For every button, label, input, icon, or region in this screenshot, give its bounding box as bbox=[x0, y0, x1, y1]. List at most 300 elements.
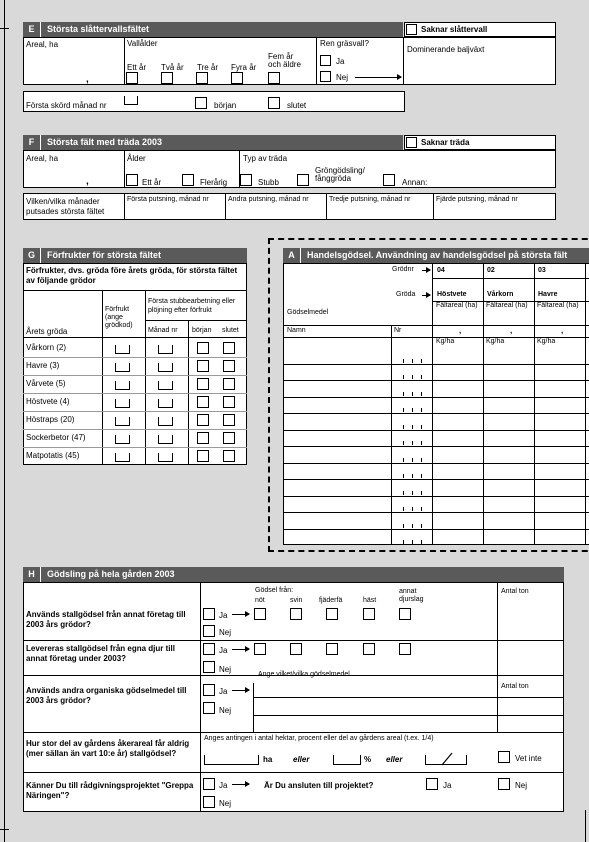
q2-animal-checkbox[interactable] bbox=[254, 643, 266, 655]
nr-input-tick bbox=[403, 540, 404, 544]
section-title: Handelsgödsel. Användning av handelsgödsel på största fält bbox=[307, 250, 568, 260]
input-tick bbox=[129, 381, 130, 389]
grongodsling-checkbox[interactable] bbox=[297, 174, 309, 186]
input-line bbox=[258, 755, 259, 764]
nej-label: Nej bbox=[515, 781, 528, 790]
areal-label: Areal, ha bbox=[26, 154, 59, 163]
divider bbox=[200, 582, 201, 812]
input-tick bbox=[172, 399, 173, 407]
forfrukter-intro: Förfrukter, dvs. gröda före årets gröda, för största fältet av följande grödor bbox=[26, 266, 238, 285]
ja-label: Ja bbox=[219, 646, 228, 655]
manad-input[interactable] bbox=[158, 443, 173, 444]
ja-label: Ja bbox=[219, 611, 228, 620]
input-tick bbox=[115, 363, 116, 371]
forsta-skord-label: Första skörd månad nr bbox=[26, 101, 107, 110]
input-line bbox=[333, 764, 361, 765]
divider bbox=[124, 37, 125, 85]
divider bbox=[326, 193, 327, 220]
input-tick bbox=[129, 345, 130, 353]
vilken-label: Vilken/vilka månader putsades största fältet bbox=[26, 197, 105, 216]
borjan-label: början bbox=[192, 327, 212, 334]
ange-vilket-label: Ange vilket/vilka gödselmedel bbox=[258, 671, 350, 678]
nr-input-tick bbox=[403, 507, 404, 511]
borjan-checkbox[interactable] bbox=[197, 342, 209, 354]
borjan-checkbox[interactable] bbox=[197, 396, 209, 408]
typ-av-trada-label: Typ av träda bbox=[243, 154, 288, 163]
nr-input-tick bbox=[421, 540, 422, 544]
divider bbox=[23, 337, 247, 338]
stubb-label: Stubb bbox=[258, 178, 279, 187]
stubb-checkbox[interactable] bbox=[240, 174, 252, 186]
forfrukt-input[interactable] bbox=[115, 461, 130, 462]
annan-checkbox[interactable] bbox=[383, 174, 395, 186]
slutet-checkbox[interactable] bbox=[223, 396, 235, 408]
crop-label: Matpotatis (45) bbox=[26, 451, 80, 460]
nr-input-tick bbox=[412, 540, 413, 544]
stubbearbetning-label: Första stubbearbetning eller plöjning efter förfrukt bbox=[148, 298, 236, 314]
putsning-label: Fjärde putsning, månad nr bbox=[436, 196, 518, 203]
comma: , bbox=[459, 326, 462, 335]
percent-label: % bbox=[364, 755, 372, 764]
forfrukt-label: Förfrukt (ange grödkod) bbox=[105, 306, 133, 329]
age-label: Fem år och äldre bbox=[268, 52, 301, 69]
input-tick bbox=[115, 381, 116, 389]
nr-label: Nr bbox=[394, 327, 402, 334]
manad-input[interactable] bbox=[158, 407, 173, 408]
nr-input-tick bbox=[412, 375, 413, 379]
nr-input-tick bbox=[412, 491, 413, 495]
age-label: Ett år bbox=[127, 63, 147, 72]
arrow-icon bbox=[232, 649, 249, 650]
q5-ja-checkbox[interactable] bbox=[203, 778, 215, 790]
faltareal-label: Fältareal (ha) bbox=[486, 302, 528, 309]
animal-label: nöt bbox=[255, 597, 265, 604]
forfrukt-input[interactable] bbox=[115, 371, 130, 372]
input-tick bbox=[129, 399, 130, 407]
section-letter: E bbox=[23, 22, 41, 37]
section-title: Förfrukter för största fältet bbox=[47, 250, 162, 260]
section-letter: A bbox=[283, 248, 301, 263]
input-line bbox=[204, 755, 205, 764]
nr-input-tick bbox=[412, 474, 413, 478]
age-label: Två år bbox=[161, 63, 184, 72]
q1-animal-checkbox[interactable] bbox=[363, 608, 375, 620]
nej-label: Nej bbox=[219, 665, 232, 674]
nr-input-tick bbox=[421, 474, 422, 478]
nr-input-tick bbox=[412, 359, 413, 363]
nr-input-tick bbox=[421, 359, 422, 363]
kgha-label: Kg/ha bbox=[486, 338, 505, 345]
godsel-fran-label: Gödsel från: bbox=[255, 587, 294, 594]
nr-input-tick bbox=[421, 375, 422, 379]
kgha-label: Kg/ha bbox=[436, 338, 455, 345]
nr-input-tick bbox=[421, 425, 422, 429]
question-2: Levereras stallgödsel från egna djur till annat företag under 2003? bbox=[26, 644, 175, 663]
q1-animal-checkbox[interactable] bbox=[290, 608, 302, 620]
input-line bbox=[137, 96, 138, 104]
row-divider bbox=[283, 512, 589, 513]
row-divider bbox=[283, 479, 589, 480]
groda-value: Havre bbox=[538, 291, 558, 298]
q2-animal-checkbox[interactable] bbox=[363, 643, 375, 655]
ansluten-ja-checkbox[interactable] bbox=[426, 778, 438, 790]
divider bbox=[483, 263, 484, 545]
arrow-icon bbox=[422, 270, 430, 271]
age-label: Tre år bbox=[197, 63, 219, 72]
q1-animal-checkbox[interactable] bbox=[326, 608, 338, 620]
input-tick bbox=[129, 435, 130, 443]
section-title: Största fält med träda 2003 bbox=[47, 137, 163, 147]
nr-input-tick bbox=[421, 524, 422, 528]
kgha-label: Kg/ha bbox=[537, 338, 556, 345]
input-tick bbox=[172, 453, 173, 461]
divider bbox=[534, 263, 535, 545]
input-tick bbox=[115, 435, 116, 443]
animal-label: fjäderfä bbox=[319, 597, 343, 604]
skord-borjan-checkbox[interactable] bbox=[195, 97, 207, 109]
divider bbox=[23, 732, 564, 733]
section-a-header bbox=[283, 248, 589, 263]
section-letter: G bbox=[23, 248, 41, 263]
forfrukt-input[interactable] bbox=[115, 353, 130, 354]
q1-nej-checkbox[interactable] bbox=[203, 625, 215, 637]
manad-input[interactable] bbox=[158, 425, 173, 426]
input-line bbox=[124, 104, 138, 105]
input-line bbox=[204, 764, 259, 765]
grongodsling-label: Gröngödsling/ fånggröda bbox=[315, 166, 365, 183]
manad-input[interactable] bbox=[158, 353, 173, 354]
skord-slutet-checkbox[interactable] bbox=[268, 97, 280, 109]
ange-antingen-label: Anges antingen i antal hektar, procent eller del av gårdens areal (t.ex. 1/4) bbox=[204, 735, 434, 742]
nej-label: Nej bbox=[219, 706, 232, 715]
crop-label: Havre (3) bbox=[26, 361, 60, 370]
q2-animal-checkbox[interactable] bbox=[326, 643, 338, 655]
q3-ja-checkbox[interactable] bbox=[203, 684, 215, 696]
divider bbox=[432, 278, 589, 279]
slutet-checkbox[interactable] bbox=[223, 342, 235, 354]
input-line bbox=[425, 755, 426, 764]
divider bbox=[283, 325, 589, 326]
age-checkbox[interactable] bbox=[126, 72, 138, 84]
forfrukt-input[interactable] bbox=[115, 407, 130, 408]
saknar-trada-label: Saknar träda bbox=[421, 138, 470, 147]
section-letter: F bbox=[23, 135, 41, 150]
row-divider bbox=[283, 364, 589, 365]
input-tick bbox=[158, 363, 159, 371]
animal-label: häst bbox=[363, 597, 377, 604]
slutet-label: slutet bbox=[222, 327, 239, 334]
input-tick bbox=[172, 435, 173, 443]
divider bbox=[585, 263, 586, 545]
putsning-label: Tredje putsning, månad nr bbox=[329, 196, 411, 203]
grodnr-label: Grödnr bbox=[392, 266, 414, 273]
section-g-header bbox=[23, 248, 247, 263]
q3-nej-checkbox[interactable] bbox=[203, 702, 215, 714]
fraction-slash-icon bbox=[440, 752, 454, 766]
divider bbox=[253, 715, 564, 716]
saknar-slattervall-checkbox[interactable] bbox=[406, 24, 417, 35]
ansluten-label: Är Du ansluten till projektet? bbox=[264, 781, 374, 790]
age-checkbox[interactable] bbox=[196, 72, 208, 84]
section-letter: H bbox=[23, 567, 41, 582]
nr-input-tick bbox=[403, 392, 404, 396]
row-divider bbox=[23, 411, 247, 412]
question-3: Används andra organiska gödselmedel till 2003 års grödor? bbox=[26, 686, 187, 705]
divider bbox=[102, 290, 103, 465]
section-title: Gödsling på hela gården 2003 bbox=[47, 569, 175, 579]
nr-input-tick bbox=[403, 524, 404, 528]
crop-label: Höstraps (20) bbox=[26, 415, 75, 424]
slutet-checkbox[interactable] bbox=[223, 450, 235, 462]
input-line bbox=[360, 755, 361, 764]
ren-nej-label: Nej bbox=[336, 73, 349, 82]
divider bbox=[497, 582, 498, 732]
nr-input-tick bbox=[412, 392, 413, 396]
borjan-checkbox[interactable] bbox=[197, 378, 209, 390]
manad-input[interactable] bbox=[158, 389, 173, 390]
manad-input[interactable] bbox=[158, 371, 173, 372]
ren-nej-checkbox[interactable] bbox=[320, 71, 331, 82]
animal-label: annat djurslag bbox=[399, 588, 424, 603]
input-line bbox=[124, 96, 125, 104]
crop-label: Vårkorn (2) bbox=[26, 343, 67, 352]
divider bbox=[23, 290, 247, 291]
row-divider bbox=[283, 397, 589, 398]
nr-input-tick bbox=[403, 359, 404, 363]
q2-animal-checkbox[interactable] bbox=[290, 643, 302, 655]
arrow-icon bbox=[422, 295, 430, 296]
q1-animal-checkbox[interactable] bbox=[399, 608, 411, 620]
input-tick bbox=[158, 345, 159, 353]
ren-grasvall-label: Ren gräsvall? bbox=[320, 39, 369, 48]
nr-input-tick bbox=[421, 408, 422, 412]
grodnr-value: 04 bbox=[437, 267, 445, 274]
comma: , bbox=[86, 74, 89, 85]
input-tick bbox=[115, 345, 116, 353]
nr-input-tick bbox=[421, 507, 422, 511]
comma: , bbox=[561, 326, 564, 335]
nr-input-tick bbox=[403, 441, 404, 445]
putsning-label: Första putsning, månad nr bbox=[127, 196, 209, 203]
groda-value: Höstvete bbox=[437, 291, 467, 298]
row-divider bbox=[283, 463, 589, 464]
section-f-header bbox=[23, 135, 403, 150]
nr-input-tick bbox=[403, 425, 404, 429]
input-tick bbox=[158, 417, 159, 425]
nr-input-tick bbox=[403, 458, 404, 462]
antal-ton-label: Antal ton bbox=[501, 588, 529, 595]
groda-label: Gröda bbox=[396, 291, 416, 298]
slutet-checkbox[interactable] bbox=[223, 432, 235, 444]
ren-ja-checkbox[interactable] bbox=[320, 55, 331, 66]
saknar-slattervall-label: Saknar slåttervall bbox=[421, 25, 488, 34]
nr-input-tick bbox=[412, 425, 413, 429]
input-tick bbox=[129, 417, 130, 425]
input-tick bbox=[115, 399, 116, 407]
divider bbox=[23, 772, 564, 773]
section-f-body bbox=[23, 150, 556, 188]
row-divider bbox=[283, 496, 589, 497]
areal-label: Areal, ha bbox=[26, 40, 59, 49]
divider bbox=[433, 193, 434, 220]
input-tick bbox=[115, 453, 116, 461]
page-margin-line bbox=[4, 0, 5, 842]
vallalder-label: Vallålder bbox=[127, 39, 158, 48]
animal-label: svin bbox=[290, 597, 303, 604]
nr-input-tick bbox=[421, 441, 422, 445]
row-divider bbox=[23, 375, 247, 376]
slutet-label: slutet bbox=[287, 101, 307, 110]
nr-input-tick bbox=[412, 408, 413, 412]
arets-groda-label: Årets gröda bbox=[26, 327, 68, 336]
row-divider bbox=[283, 430, 589, 431]
forfrukt-input[interactable] bbox=[115, 443, 130, 444]
crop-label: Vårvete (5) bbox=[26, 379, 66, 388]
crop-label: Höstvete (4) bbox=[26, 397, 70, 406]
age-checkbox[interactable] bbox=[161, 72, 173, 84]
grodnr-value: 03 bbox=[538, 267, 546, 274]
slutet-checkbox[interactable] bbox=[223, 378, 235, 390]
flerarig-checkbox[interactable] bbox=[182, 174, 194, 186]
input-tick bbox=[172, 363, 173, 371]
slutet-checkbox[interactable] bbox=[223, 360, 235, 372]
crop-mark bbox=[0, 829, 9, 830]
ansluten-nej-checkbox[interactable] bbox=[498, 778, 510, 790]
age-checkbox[interactable] bbox=[231, 72, 243, 84]
nej-label: Nej bbox=[219, 799, 232, 808]
nr-input-tick bbox=[403, 474, 404, 478]
borjan-checkbox[interactable] bbox=[197, 360, 209, 372]
flerarig-label: Flerårig bbox=[200, 178, 228, 187]
q5-nej-checkbox[interactable] bbox=[203, 796, 215, 808]
ja-label: Ja bbox=[443, 781, 452, 790]
section-title: Största slåttervallsfältet bbox=[47, 24, 150, 34]
row-divider bbox=[23, 447, 247, 448]
input-tick bbox=[158, 435, 159, 443]
arrow-icon bbox=[232, 690, 249, 691]
nr-input-tick bbox=[412, 524, 413, 528]
nr-input-tick bbox=[412, 507, 413, 511]
row-divider bbox=[283, 529, 589, 530]
nr-input-tick bbox=[421, 392, 422, 396]
section-e-header bbox=[23, 22, 403, 37]
nr-input-tick bbox=[403, 375, 404, 379]
row-divider bbox=[23, 357, 247, 358]
forfrukt-input[interactable] bbox=[115, 425, 130, 426]
divider bbox=[253, 683, 254, 732]
crop-label: Sockerbetor (47) bbox=[26, 433, 86, 442]
putsning-label: Andra putsning, månad nr bbox=[228, 196, 309, 203]
arrow-icon bbox=[355, 77, 401, 78]
slutet-checkbox[interactable] bbox=[223, 414, 235, 426]
divider bbox=[124, 193, 125, 220]
borjan-checkbox[interactable] bbox=[197, 414, 209, 426]
input-tick bbox=[172, 417, 173, 425]
input-line bbox=[466, 755, 467, 764]
borjan-checkbox[interactable] bbox=[197, 432, 209, 444]
divider bbox=[253, 697, 564, 698]
question-4: Hur stor del av gårdens åkerareal får aldrig (mer sällan än vart 10:e år) stallgödsel? bbox=[26, 739, 190, 758]
row-divider bbox=[23, 429, 247, 430]
input-tick bbox=[129, 453, 130, 461]
nr-input-tick bbox=[421, 458, 422, 462]
ett-ar-label: Ett år bbox=[142, 178, 162, 187]
vet-inte-label: Vet inte bbox=[515, 754, 542, 763]
page-margin-line-right bbox=[585, 810, 586, 842]
divider bbox=[403, 37, 404, 85]
eller-label: eller bbox=[386, 755, 403, 764]
input-tick bbox=[129, 363, 130, 371]
input-tick bbox=[172, 381, 173, 389]
borjan-checkbox[interactable] bbox=[197, 450, 209, 462]
divider bbox=[124, 150, 125, 188]
input-tick bbox=[158, 399, 159, 407]
question-1: Används stallgödsel från annat företag till 2003 års grödor? bbox=[26, 610, 186, 629]
divider bbox=[23, 640, 564, 641]
comma: , bbox=[86, 176, 89, 187]
row-divider bbox=[283, 446, 589, 447]
crop-mark bbox=[0, 28, 9, 29]
row-divider bbox=[23, 393, 247, 394]
input-line bbox=[333, 755, 334, 764]
comma: , bbox=[510, 326, 513, 335]
ha-label: ha bbox=[263, 755, 273, 764]
faltareal-label: Fältareal (ha) bbox=[537, 302, 579, 309]
section-h-header bbox=[23, 567, 564, 582]
grodnr-value: 02 bbox=[487, 267, 495, 274]
forfrukt-input[interactable] bbox=[115, 389, 130, 390]
nr-input-tick bbox=[412, 458, 413, 462]
annan-label: Annan: bbox=[402, 178, 428, 187]
divider bbox=[225, 193, 226, 220]
nej-label: Nej bbox=[219, 628, 232, 637]
row-divider bbox=[283, 413, 589, 414]
antal-ton-label: Antal ton bbox=[501, 683, 529, 690]
q2-nej-checkbox[interactable] bbox=[203, 661, 215, 673]
ett-ar-checkbox[interactable] bbox=[126, 174, 138, 186]
alder-label: Ålder bbox=[127, 154, 146, 163]
saknar-trada-checkbox[interactable] bbox=[406, 137, 417, 148]
nr-input-tick bbox=[421, 491, 422, 495]
nr-input-tick bbox=[403, 491, 404, 495]
namn-label: Namn bbox=[287, 327, 306, 334]
borjan-label: början bbox=[214, 101, 237, 110]
row-divider bbox=[283, 380, 589, 381]
manad-input[interactable] bbox=[158, 461, 173, 462]
vet-inte-checkbox[interactable] bbox=[498, 751, 510, 763]
manad-nr-label: Månad nr bbox=[148, 327, 178, 334]
q2-ja-checkbox[interactable] bbox=[203, 643, 215, 655]
dominerande-label: Dominerande baljväxt bbox=[407, 45, 485, 54]
age-checkbox[interactable] bbox=[268, 72, 280, 84]
q2-animal-checkbox[interactable] bbox=[399, 643, 411, 655]
ja-label: Ja bbox=[219, 781, 228, 790]
godselmedel-label: Gödselmedel bbox=[287, 309, 329, 316]
arrow-icon bbox=[232, 614, 249, 615]
input-tick bbox=[172, 345, 173, 353]
arrow-icon bbox=[232, 784, 249, 785]
nr-input-tick bbox=[403, 408, 404, 412]
question-5: Känner Du till rådgivningsprojektet "Greppa Näringen"? bbox=[26, 781, 194, 800]
q1-animal-checkbox[interactable] bbox=[254, 608, 266, 620]
divider bbox=[145, 290, 146, 465]
q1-ja-checkbox[interactable] bbox=[203, 608, 215, 620]
ren-ja-label: Ja bbox=[336, 57, 345, 66]
input-tick bbox=[158, 453, 159, 461]
divider bbox=[145, 320, 247, 321]
nr-input-tick bbox=[412, 441, 413, 445]
input-tick bbox=[115, 417, 116, 425]
